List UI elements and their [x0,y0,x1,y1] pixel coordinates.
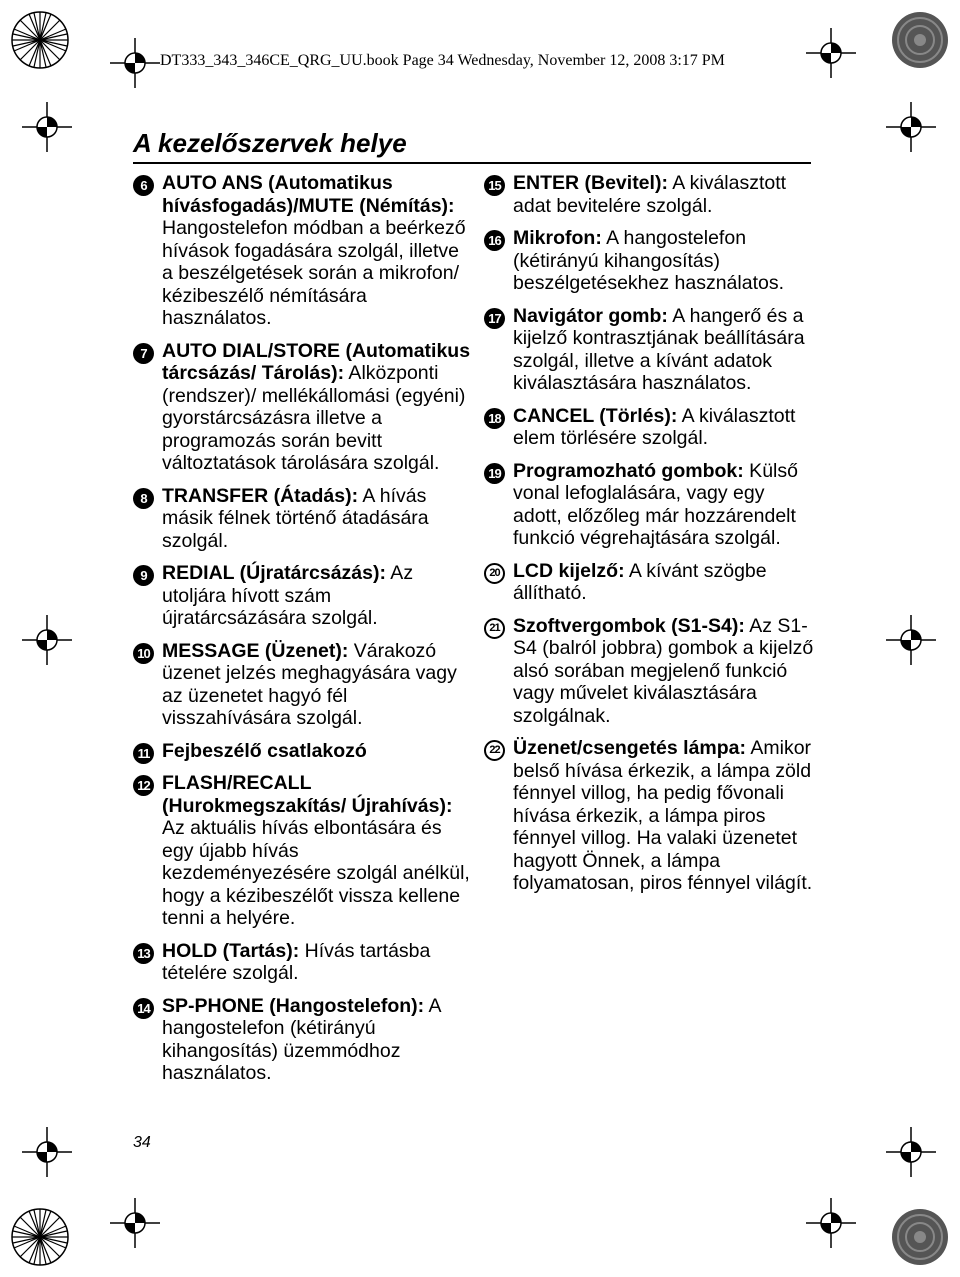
title-rule [133,162,811,164]
item-text [513,460,814,550]
grey-target-mark-bottom-right [880,1197,960,1277]
sunburst-mark-bottom-left [0,1197,80,1277]
list-item [133,485,473,553]
item-text [162,640,473,730]
item-label: TRANSFER (Átadás): [162,484,359,507]
list-item [133,995,473,1085]
item-number-badge: 18 [484,408,505,429]
item-text [513,615,814,728]
list-item [133,940,473,985]
list-item [484,615,814,728]
item-text [513,172,814,217]
item-label: Fejbeszélő csatlakozó [162,739,367,762]
item-number-badge: 11 [133,743,154,764]
item-description: A hangostelefon (kétirányú kihangosítás) beszélgetésekhez használatos. [513,227,785,294]
item-description: A kiválasztott adat bevitelére szolgál. [513,172,787,217]
item-label: HOLD (Tartás): [162,939,300,962]
item-label: CANCEL (Törlés): [513,404,678,427]
item-label: LCD kijelző: [513,559,625,582]
item-number-badge: 21 [484,618,505,639]
item-number-badge: 20 [484,563,505,584]
item-description: A hívás másik félnek történő átadására szolgál. [162,484,429,552]
crosshair-mark-top-center-right [806,28,856,78]
item-label: Szoftvergombok (S1-S4): [513,614,745,637]
item-text [162,995,473,1085]
crosshair-mark-left-top [22,102,72,152]
item-text [513,405,814,450]
list-item [133,562,473,630]
item-number-badge: 15 [484,175,505,196]
grey-target-mark-top-right [880,0,960,80]
list-item [484,172,814,217]
crosshair-mark-right-bottom [886,1127,936,1177]
item-description: A kiválasztott elem törlésére szolgál. [513,404,796,449]
section-title: A kezelőszervek helye [133,128,407,158]
item-description: Külső vonal lefoglalására, vagy egy adott, előzőleg már hozzárendelt funkció végrehajtására szolgál. [513,459,798,549]
item-description: A hangostelefon (kétirányú kihangosítás) üzemmódhoz használatos. [162,994,441,1084]
item-label: MESSAGE (Üzenet): [162,639,349,662]
item-description: Várakozó üzenet jelzés meghagyására vagy az üzenetet hagyó fél visszahívására szolgál. [162,639,457,729]
item-description: Alközponti (rendszer)/ mellékállomási (egyéni) gyorstárcsázásra illetve a programozás során bevitt változtatások tárolására szolgál. [162,362,466,474]
crosshair-mark-top-center-left [110,38,160,88]
item-text [162,940,473,985]
item-label: ENTER (Bevitel): [513,172,668,194]
item-text [162,772,473,930]
list-item [484,227,814,295]
item-description: A hangerő és a kijelző kontrasztjának beállítására szolgál, illetve a kívánt adatok kiválasztására használatos. [513,304,805,394]
item-description: Az utoljára hívott szám újratárcsázására szolgál. [162,562,414,629]
right-column [484,172,814,905]
item-description: Amikor belső hívása érkezik, a lámpa zöld fénnyel villog, ha pedig fővonali hívása érkezik, a lámpa piros fénnyel villog. Ha valaki üzenetet hagyott Önnek, a lámpa folyamatosan, piros fénnyel világít. [513,737,813,894]
item-text [162,562,473,630]
item-label: FLASH/RECALL (Hurokmegszakítás/ Újrahívás): [162,772,453,817]
item-text [513,737,814,895]
item-text [162,172,473,330]
crosshair-mark-right-top [886,102,936,152]
item-description: Az S1-S4 (balról jobbra) gombok a kijelző alsó sorában megjelenő funkció vagy művelet kiválasztására szolgálnak. [513,614,814,727]
item-text [162,485,473,553]
item-label: Navigátor gomb: [513,304,668,327]
list-item [484,560,814,605]
item-label: Mikrofon: [513,227,602,249]
item-text [513,305,814,395]
item-number-badge: 16 [484,230,505,251]
crosshair-mark-bottom-center-left [110,1198,160,1248]
print-header: DT333_343_346CE_QRG_UU.book Page 34 Wednesday, November 12, 2008 3:17 PM [160,52,725,69]
crosshair-mark-right-middle [886,615,936,665]
item-description: A kívánt szögbe állítható. [513,559,767,604]
item-number-badge: 6 [133,175,154,196]
list-item [133,340,473,475]
item-number-badge: 8 [133,488,154,509]
item-label: Üzenet/csengetés lámpa: [513,737,747,759]
item-label: REDIAL (Újratárcsázás): [162,562,386,584]
item-label: AUTO DIAL/STORE (Automatikus tárcsázás/ Tárolás): [162,339,471,384]
item-number-badge: 9 [133,565,154,586]
item-number-badge: 22 [484,740,505,761]
item-number-badge: 12 [133,775,154,796]
crosshair-mark-left-bottom [22,1127,72,1177]
list-item [133,172,473,330]
list-item [133,740,473,763]
crosshair-mark-left-middle [22,615,72,665]
item-text [513,560,814,605]
item-label: Programozható gombok: [513,459,744,482]
list-item [484,405,814,450]
page-number: 34 [133,1134,151,1151]
item-number-badge: 7 [133,343,154,364]
item-number-badge: 17 [484,308,505,329]
item-text [162,740,473,763]
item-description: Hangostelefon módban a beérkező hívások fogadására szolgál, illetve a beszélgetések során a mikrofon/ kézibeszélő némítására használatos. [162,217,466,329]
list-item [133,772,473,930]
item-description: Az aktuális hívás elbontására és egy újabb hívás kezdeményezésére szolgál anélkül, hogy a kézibeszélőt vissza kellene tenni a helyére. [162,817,470,929]
item-label: AUTO ANS (Automatikus hívásfogadás)/MUTE (Némítás): [162,172,455,217]
item-number-badge: 19 [484,463,505,484]
list-item [484,460,814,550]
item-description: Hívás tartásba tételére szolgál. [162,939,431,984]
list-item [133,640,473,730]
crosshair-mark-bottom-center-right [806,1198,856,1248]
sunburst-mark-top-left [0,0,80,80]
item-text [513,227,814,295]
list-item [484,737,814,895]
item-number-badge: 10 [133,643,154,664]
item-text [162,340,473,475]
item-number-badge: 14 [133,998,154,1019]
left-column [133,172,473,1095]
list-item [484,305,814,395]
item-number-badge: 13 [133,943,154,964]
item-label: SP-PHONE (Hangostelefon): [162,994,425,1017]
